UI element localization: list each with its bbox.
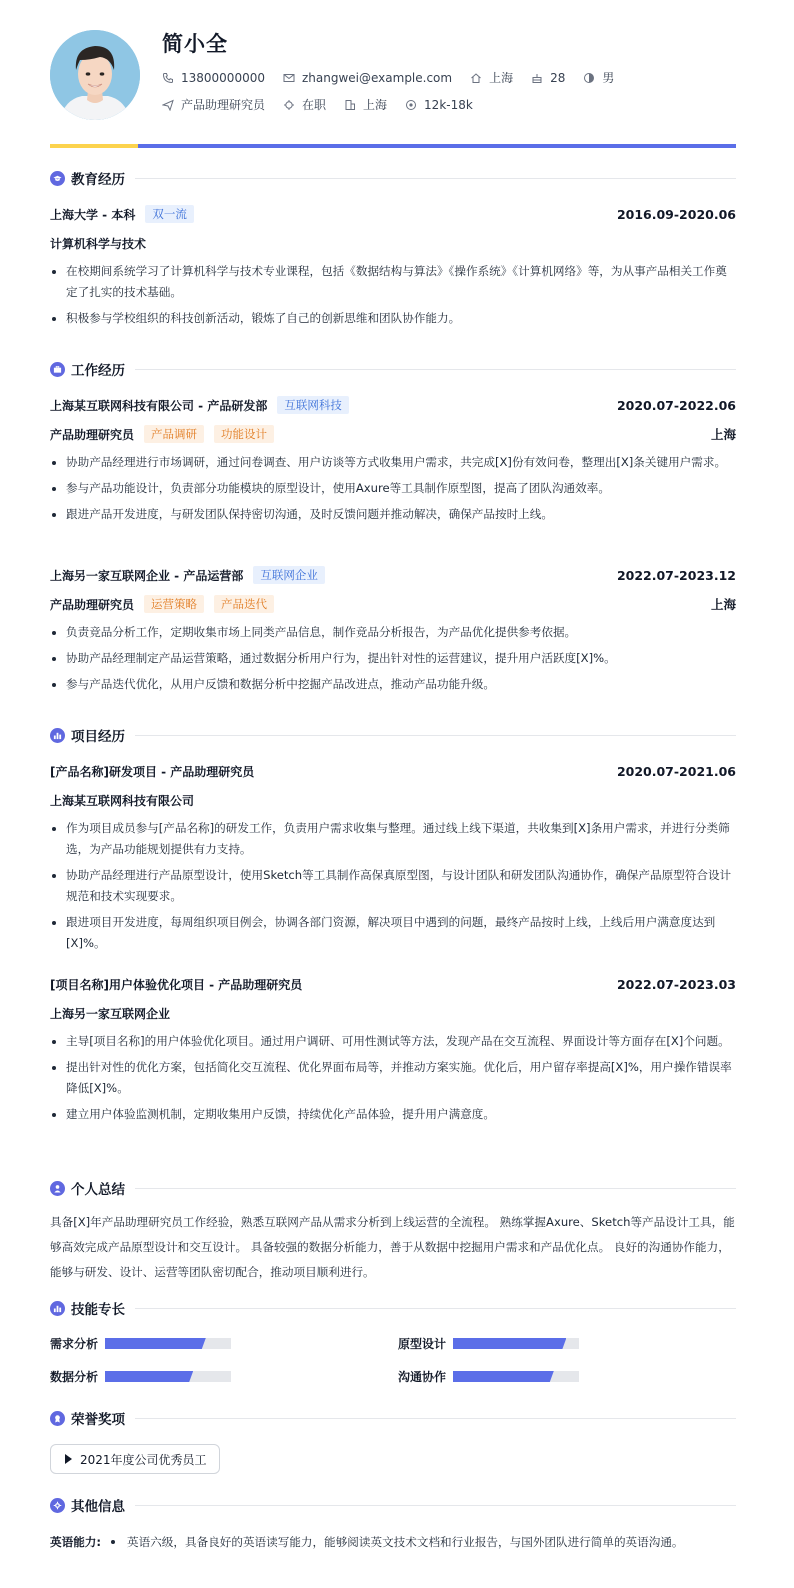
list-item: 负责竞品分析工作，定期收集市场上同类产品信息，制作竞品分析报告，为产品优化提供参考依据。 — [50, 622, 736, 643]
play-icon — [65, 1454, 72, 1464]
list-item: 跟进产品开发进度，与研发团队保持密切沟通，及时反馈问题并推动解决，确保产品按时上线。 — [50, 504, 736, 525]
skill-bar — [453, 1371, 579, 1382]
medal-icon — [50, 1411, 65, 1426]
salary-item — [405, 98, 473, 112]
graduation-cap-icon — [50, 171, 65, 186]
list-item: 协助产品经理进行市场调研，通过问卷调查、用户访谈等方式收集用户需求，共完成[X]份有效问卷，整理出[X]条关键用户需求。 — [50, 452, 736, 473]
list-item: 积极参与学校组织的科技创新活动，锻炼了自己的创新思维和团队协作能力。 — [50, 308, 736, 329]
status-icon — [283, 99, 295, 111]
bar-chart-icon — [50, 728, 65, 743]
list-item: 跟进项目开发进度，每周组织项目例会，协调各部门资源，解决项目中遇到的问题，最终产品按时上线，上线后用户满意度达到[X]%。 — [50, 912, 736, 954]
job-city: 上海 — [710, 427, 736, 442]
location-text: 上海 — [489, 71, 514, 85]
list-item: 参与产品功能设计，负责部分功能模块的原型设计，使用Axure等工具制作原型图，提高了团队沟通效率。 — [50, 478, 736, 499]
other-section-title — [50, 1495, 736, 1515]
list-item: 参与产品迭代优化，从用户反馈和数据分析中挖掘产品改进点，推动产品功能升级。 — [50, 674, 736, 695]
skill-bar — [453, 1338, 579, 1349]
industry-tag: 互联网科技 — [277, 396, 349, 414]
building-icon — [344, 99, 356, 111]
honors-section-title — [50, 1408, 736, 1428]
resume-page — [50, 0, 736, 1549]
job-entry — [50, 565, 736, 700]
skill-bar-fill — [105, 1338, 206, 1349]
skill-name: 沟通协作 — [398, 1370, 447, 1384]
header-divider — [50, 144, 736, 148]
contact-row — [162, 69, 632, 86]
skill-name: 原型设计 — [398, 1337, 447, 1351]
skill-item — [50, 1335, 231, 1352]
major-name: 计算机科学与技术 — [50, 236, 147, 251]
project-company: 上海某互联网科技有限公司 — [50, 793, 195, 808]
project-date: 2022.07-2023.03 — [616, 976, 736, 992]
skill-tag: 产品调研 — [144, 425, 204, 443]
projects-section-title — [50, 725, 736, 745]
section-heading: 荣誉奖项 — [71, 1412, 125, 1428]
send-icon — [162, 99, 174, 111]
gender-item — [583, 69, 614, 86]
section-heading: 个人总结 — [71, 1182, 125, 1198]
candidate-name: 简小全 — [162, 32, 228, 56]
skill-item — [398, 1335, 579, 1352]
gender-text: 男 — [602, 71, 615, 85]
gender-icon — [583, 72, 595, 84]
job-date: 2022.07-2023.12 — [616, 567, 736, 583]
project-entry — [50, 761, 736, 959]
skill-tag: 运营策略 — [144, 595, 204, 613]
list-item: 协助产品经理制定产品运营策略，通过数据分析用户行为，提出针对性的运营建议，提升用户活跃度[X]%。 — [50, 648, 736, 669]
award-badge — [50, 1444, 220, 1474]
skill-bar-fill — [453, 1338, 566, 1349]
cake-icon — [531, 72, 543, 84]
list-item: 提出针对性的优化方案，包括简化交互流程、优化界面布局等，并推动方案实施。优化后，用户留存率提高[X]%，用户操作错误率降低[X]%。 — [50, 1057, 736, 1099]
school-name: 上海大学 - 本科 — [50, 207, 136, 222]
project-name: [项目名称]用户体验优化项目 - 产品助理研究员 — [50, 977, 303, 992]
skill-item — [398, 1368, 579, 1385]
skill-tag: 产品迭代 — [214, 595, 274, 613]
list-item: 作为项目成员参与[产品名称]的研发工作，负责用户需求收集与整理。通过线上线下渠道，共收集到[X]条用户需求，并进行分类筛选，为产品功能规划提供有力支持。 — [50, 818, 736, 860]
summary-text: 具备[X]年产品助理研究员工作经验，熟悉互联网产品从需求分析到上线运营的全流程。 熟练掌握Axure、Sketch等产品设计工具，能够高效完成产品原型设计和交互设计。 具备较强的数据分析能力，善于从数据中挖掘用户需求和产品优化点。 良好的沟通协作能力，能够与研发、设计、运营等团队密切配合，推动项目顺利进行。 — [50, 1215, 735, 1279]
list-item: 在校期间系统学习了计算机科学与技术专业课程，包括《数据结构与算法》《操作系统》《计算机网络》等，为从事产品相关工作奠定了扎实的技术基础。 — [50, 261, 736, 303]
job-entry — [50, 395, 736, 530]
skills-section-title — [50, 1298, 736, 1318]
list-item: 协助产品经理进行产品原型设计，使用Sketch等工具制作高保真原型图，与设计团队和研发团队沟通协作，确保产品原型符合设计规范和技术实现要求。 — [50, 865, 736, 907]
target-role-text: 产品助理研究员 — [181, 98, 266, 112]
home-icon — [470, 72, 482, 84]
section-heading: 项目经历 — [71, 729, 125, 745]
skill-item — [50, 1368, 231, 1385]
award-name: 2021年度公司优秀员工 — [80, 1452, 207, 1467]
target-role-item — [162, 96, 265, 113]
age-text: 28 — [550, 70, 566, 85]
other-info-row — [50, 1534, 684, 1550]
salary-text: 12k-18k — [424, 97, 473, 112]
briefcase-icon — [50, 362, 65, 377]
section-heading: 其他信息 — [71, 1499, 125, 1515]
age-item — [531, 71, 565, 85]
skill-bar-fill — [105, 1371, 193, 1382]
target-city-text: 上海 — [363, 98, 388, 112]
bar-chart-icon — [50, 1301, 65, 1316]
phone-icon — [162, 72, 174, 84]
target-city-item — [344, 96, 387, 113]
other-label: 英语能力: — [50, 1535, 102, 1549]
list-item: 主导[项目名称]的用户体验优化项目。通过用户调研、可用性测试等方法，发现产品在交互流程、界面设计等方面存在[X]个问题。 — [50, 1031, 736, 1052]
skill-bar — [105, 1338, 231, 1349]
phone-item — [162, 71, 265, 85]
email-text: zhangwei@example.com — [301, 70, 453, 85]
job-role: 产品助理研究员 — [50, 427, 135, 442]
other-text: 英语六级，具备良好的英语读写能力，能够阅读英文技术文档和行业报告，与国外团队进行简单的英语沟通。 — [127, 1535, 684, 1549]
project-company: 上海另一家互联网企业 — [50, 1006, 171, 1021]
education-entry — [50, 204, 736, 334]
section-heading: 技能专长 — [71, 1302, 125, 1318]
skill-tag: 功能设计 — [214, 425, 274, 443]
project-date: 2020.07-2021.06 — [616, 763, 736, 779]
mail-icon — [283, 72, 295, 84]
company-name: 上海某互联网科技有限公司 - 产品研发部 — [50, 398, 268, 413]
email-item — [283, 71, 452, 85]
job-role: 产品助理研究员 — [50, 597, 135, 612]
status-item — [283, 96, 326, 113]
phone-text: 13800000000 — [181, 70, 265, 85]
skill-bar — [105, 1371, 231, 1382]
project-name: [产品名称]研发项目 - 产品助理研究员 — [50, 764, 255, 779]
summary-section-title — [50, 1178, 736, 1198]
avatar — [50, 30, 140, 120]
section-heading: 工作经历 — [71, 363, 125, 379]
skill-name: 数据分析 — [50, 1370, 99, 1384]
work-section-title — [50, 359, 736, 379]
section-heading: 教育经历 — [71, 172, 125, 188]
list-item: 建立用户体验监测机制，定期收集用户反馈，持续优化产品体验，提升用户满意度。 — [50, 1104, 736, 1125]
industry-tag: 互联网企业 — [253, 566, 325, 584]
status-text: 在职 — [302, 98, 327, 112]
job-date: 2020.07-2022.06 — [616, 397, 736, 413]
education-date: 2016.09-2020.06 — [616, 206, 736, 222]
job-intent-row — [162, 96, 491, 113]
salary-icon — [405, 99, 417, 111]
settings-icon — [50, 1498, 65, 1513]
company-name: 上海另一家互联网企业 - 产品运营部 — [50, 568, 244, 583]
skill-name: 需求分析 — [50, 1337, 99, 1351]
education-section-title — [50, 168, 736, 188]
project-entry — [50, 974, 736, 1130]
school-tag: 双一流 — [145, 205, 194, 223]
job-city: 上海 — [710, 597, 736, 612]
resume-header — [50, 0, 736, 145]
skill-bar-fill — [453, 1371, 554, 1382]
user-icon — [50, 1181, 65, 1196]
location-item — [470, 69, 513, 86]
